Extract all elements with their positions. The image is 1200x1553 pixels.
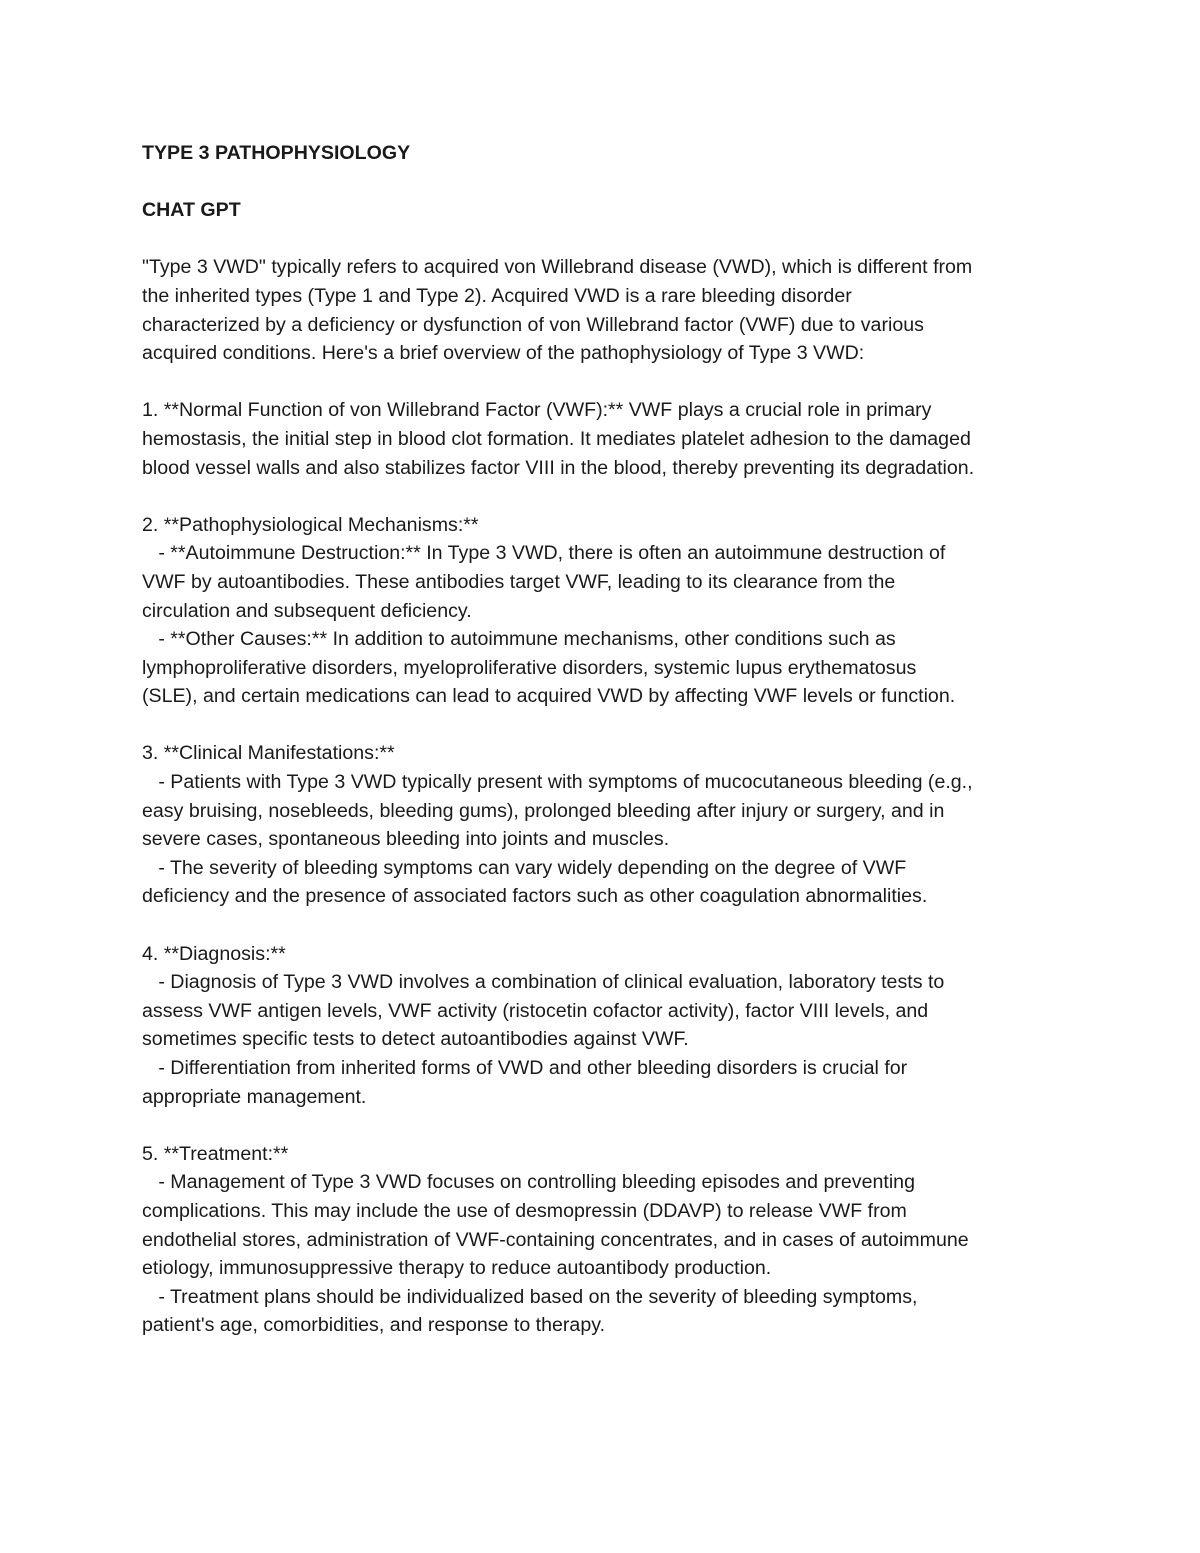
section-line: 4. **Diagnosis:**	[142, 942, 286, 965]
intro-line: "Type 3 VWD" typically refers to acquired von Willebrand disease (VWD), which is different from	[142, 256, 973, 279]
section-line: - Patients with Type 3 VWD typically present with symptoms of mucocutaneous bleeding (e.g.,	[142, 771, 973, 794]
spacer	[142, 225, 1077, 254]
section-line: 5. **Treatment:**	[142, 1142, 289, 1165]
section-line: severe cases, spontaneous bleeding into joints and muscles.	[142, 828, 670, 851]
section-diagnosis	[142, 940, 1077, 1112]
spacer	[142, 911, 1077, 940]
section-line: - **Other Causes:** In addition to autoimmune mechanisms, other conditions such as	[142, 628, 896, 651]
section-line: etiology, immunosuppressive therapy to reduce autoantibody production.	[142, 1257, 772, 1280]
section-mechanisms	[142, 511, 1077, 711]
section-clinical-manifestations	[142, 739, 1077, 911]
section-line: VWF by autoantibodies. These antibodies target VWF, leading to its clearance from the	[142, 570, 896, 593]
intro-line: characterized by a deficiency or dysfunction of von Willebrand factor (VWF) due to various	[142, 313, 924, 336]
document-body	[142, 139, 1077, 1340]
section-line: lymphoproliferative disorders, myeloproliferative disorders, systemic lupus erythematosus	[142, 656, 917, 679]
spacer	[142, 368, 1077, 397]
section-line: circulation and subsequent deficiency.	[142, 599, 472, 622]
intro-line: acquired conditions. Here's a brief overview of the pathophysiology of Type 3 VWD:	[142, 342, 865, 365]
section-line: easy bruising, nosebleeds, bleeding gums), prolonged bleeding after injury or surgery, and in	[142, 799, 945, 822]
section-line: blood vessel walls and also stabilizes factor VIII in the blood, thereby preventing its degradation.	[142, 456, 975, 479]
section-line: assess VWF antigen levels, VWF activity (ristocetin cofactor activity), factor VIII levels, and	[142, 999, 929, 1022]
section-line: complications. This may include the use of desmopressin (DDAVP) to release VWF from	[142, 1199, 907, 1222]
document-title: TYPE 3 PATHOPHYSIOLOGY	[142, 142, 411, 164]
section-line: appropriate management.	[142, 1085, 367, 1108]
section-normal-function	[142, 396, 1077, 482]
section-line: hemostasis, the initial step in blood clot formation. It mediates platelet adhesion to the damaged	[142, 427, 971, 450]
section-line: 1. **Normal Function of von Willebrand Factor (VWF):** VWF plays a crucial role in primary	[142, 399, 932, 422]
section-line: - Management of Type 3 VWD focuses on controlling bleeding episodes and preventing	[142, 1171, 915, 1194]
section-line: patient's age, comorbidities, and response to therapy.	[142, 1314, 606, 1337]
intro-line: the inherited types (Type 1 and Type 2). Acquired VWD is a rare bleeding disorder	[142, 284, 852, 307]
section-line: - Differentiation from inherited forms of VWD and other bleeding disorders is crucial for	[142, 1057, 908, 1079]
spacer	[142, 482, 1077, 511]
spacer	[142, 168, 1077, 197]
section-line: - The severity of bleeding symptoms can vary widely depending on the degree of VWF	[142, 856, 907, 879]
section-treatment	[142, 1140, 1077, 1340]
intro-paragraph	[142, 253, 1077, 367]
section-line: deficiency and the presence of associated factors such as other coagulation abnormalities.	[142, 885, 928, 908]
spacer	[142, 1111, 1077, 1140]
section-line: 2. **Pathophysiological Mechanisms:**	[142, 513, 479, 536]
section-line: sometimes specific tests to detect autoantibodies against VWF.	[142, 1028, 689, 1051]
section-line: 3. **Clinical Manifestations:**	[142, 742, 395, 765]
spacer	[142, 711, 1077, 740]
section-line: - Treatment plans should be individualized based on the severity of bleeding symptoms,	[142, 1285, 918, 1308]
section-line: - **Autoimmune Destruction:** In Type 3 VWD, there is often an autoimmune destruction of	[142, 542, 946, 565]
document-subtitle: CHAT GPT	[142, 199, 241, 222]
section-line: (SLE), and certain medications can lead to acquired VWD by affecting VWF levels or function.	[142, 685, 956, 708]
section-line: endothelial stores, administration of VWF-containing concentrates, and in cases of autoimmune	[142, 1228, 969, 1251]
section-line: - Diagnosis of Type 3 VWD involves a combination of clinical evaluation, laboratory tests to	[142, 971, 945, 994]
